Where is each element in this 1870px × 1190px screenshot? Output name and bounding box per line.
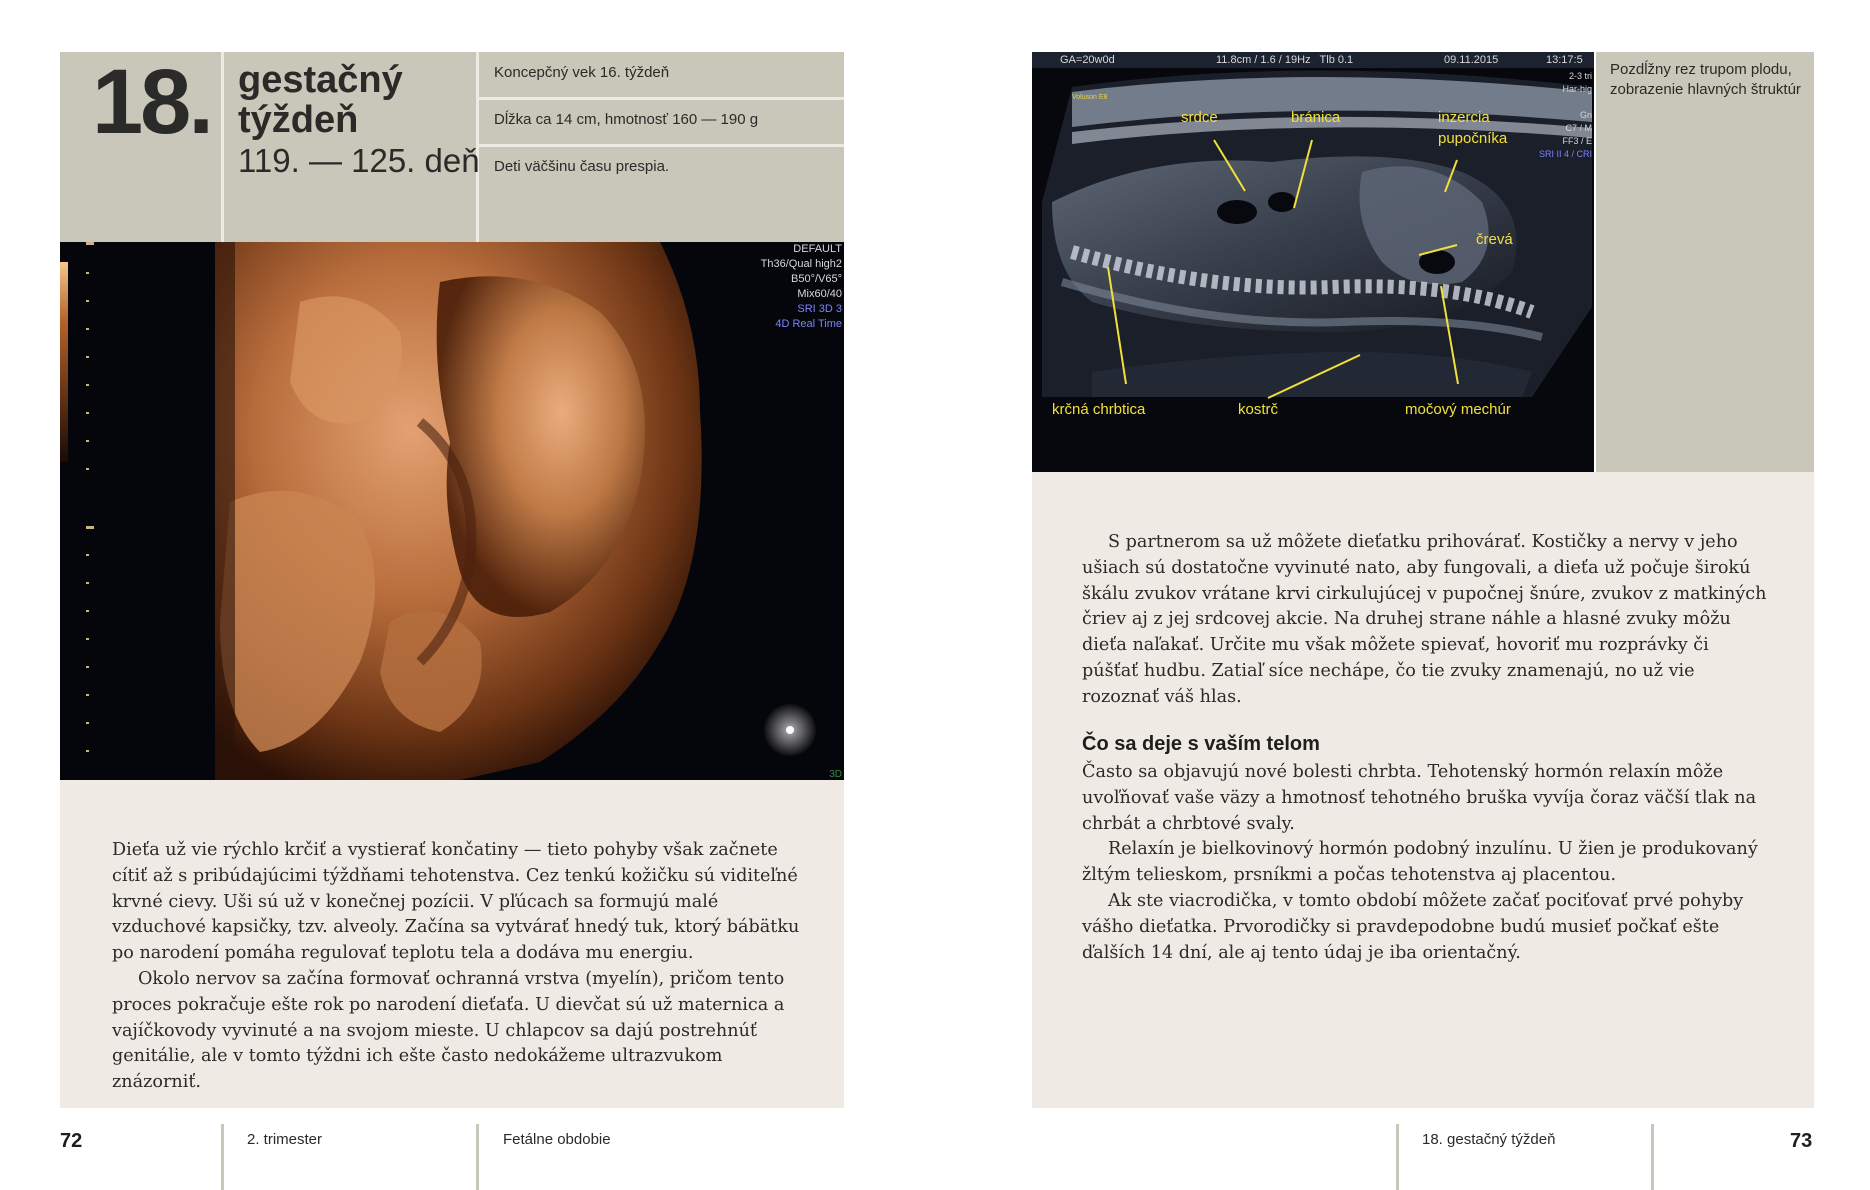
label-kostrc: kostrč [1238,401,1279,418]
right-body-text [1082,760,1770,966]
us-date: 09.11.2015 [1444,54,1499,66]
paragraph: Relaxín je bielkovinový hormón podobný inzulínu. U žien je produkovaný žltým telieskom, prsníkmi a počas tehotenstva aj placentou. [1082,839,1758,886]
header-divider [221,52,224,242]
ultrasound-2d-image [1032,52,1594,472]
page-number-right: 73 [1790,1130,1813,1152]
label-krcna-chrbtica: krčná chrbtica [1052,401,1146,418]
fact-sleep: Deti väčšinu času prespia. [494,158,670,175]
image-caption: Pozdĺžny rez trupom plodu, zobrazenie hlavných štruktúr [1610,61,1801,98]
label-creva: črevá [1476,231,1513,248]
us-side-info [1539,70,1592,161]
ultrasound-3d-image [60,242,844,780]
week-title [238,60,403,140]
footer-chapter: Fetálne obdobie [503,1131,611,1148]
us-side-line: FF3 / E [1562,136,1592,146]
page-number-left: 72 [60,1130,83,1152]
footer-divider [476,1124,479,1190]
label-inzercia: inzercia [1438,109,1490,126]
us-side-line: 2-3 tri [1568,71,1592,81]
us-setting: 4D Real Time [775,318,842,330]
us-setting: Mix60/40 [797,288,842,300]
us-brand: Voluson E8 [1072,94,1108,101]
footer-divider [221,1124,224,1190]
us-ga: GA=20w0d [1060,54,1115,66]
ultrasound-settings [761,242,842,332]
footer-divider [1651,1124,1654,1190]
us-setting: SRI 3D 3 [797,303,842,315]
us-side-line: SRI II 4 / CRI [1538,149,1592,159]
fact-divider [479,144,844,147]
label-pupocnika: pupočníka [1438,130,1508,147]
fact-conception-age: Koncepčný vek 16. týždeň [494,64,670,81]
us-setting: Th36/Qual high2 [760,258,842,270]
us-setting: DEFAULT [793,243,842,255]
footer-divider [1396,1124,1399,1190]
paragraph: Ak ste viacrodička, v tomto období môžete začať pociťovať prvé pohyby vášho dieťatka. Prvorodičky si pravdepodobne budú musieť počkať ešte ďalších 14 dní, ale aj tento údaj je iba orientačný. [1082,890,1744,963]
us-side-line: Har-hig [1562,84,1592,94]
us-setting: B50°/V65° [791,273,842,285]
fact-size-weight: Dĺžka ca 14 cm, hmotnosť 160 — 190 g [494,111,759,128]
label-mocovy-mechur: močový mechúr [1405,401,1511,418]
week-number: 18. [92,51,211,153]
paragraph: Okolo nervov sa začína formovať ochranná vrstva (myelín), pričom tento proces pokračuje ešte rok po narodení dieťaťa. U dievčat sú už maternica a vajíčkovody vyvinuté a na svojom mieste. U chlapcov sa dajú postrehnúť genitálie, ale v tomto týždni ich ešte často nedokážeme ultrazvukom znázorniť. [112,968,785,1093]
week-title-line1: gestačný [238,59,403,101]
footer-week: 18. gestačný týždeň [1422,1131,1556,1148]
paragraph: S partnerom sa už môžete dieťatku prihovárať. Kostičky a nervy v jeho ušiach sú dostatočne vyvinuté nato, aby fungovali, a dieťa už počuje širokú škálu zvukov vrátane krvi cirkulujúcej v pupočnej šnúre, zvukov z matkiných čriev aj z jej srdcovej akcie. Na druhej strane náhle a hlasné zvuky môžu dieťa naľakať. Určite mu však môžete spievať, hovoriť mu rozprávky či púšťať hudbu. Zatiaľ síce nechápe, čo tie zvuky znamenajú, no už vie rozoznať váš hlas. [1082,532,1767,707]
ultrasound-2d-scan [1032,52,1594,472]
us-time: 13:17:5 [1546,54,1583,66]
footer-section: 2. trimester [247,1131,323,1148]
ultrasound-3d-tag: 3D [829,769,842,780]
caption-box [1596,52,1814,472]
fact-divider [479,97,844,100]
us-side-line: Gn [1579,110,1592,120]
week-title-line2: týždeň [238,99,359,141]
right-intro-text [1082,530,1770,711]
paragraph: Dieťa už vie rýchlo krčiť a vystierať končatiny — tieto pohyby však začnete cítiť až s pribúdajúcimi týždňami tehotenstva. Cez tenkú kožičku sú viditeľné krvné cievy. Uši sú už v konečnej pozícii. V pľúcach sa formujú malé vzduchové kapsičky, tzv. alveoly. Začína sa vytvárať hnedý tuk, ktorý bábätku po narodení pomáha regulovať teplotu tela a dodáva mu energiu. [112,840,800,964]
week-days: 119. — 125. deň [238,142,480,179]
us-side-line: C7 / M [1565,123,1592,133]
us-params: 11.8cm / 1.6 / 19Hz Tlb 0.1 [1216,54,1354,66]
ultrasound-3d-render [60,242,844,780]
section-heading: Čo sa deje s vaším telom [1082,733,1320,755]
left-body-text [112,838,800,1096]
label-srdce: srdce [1181,109,1218,126]
label-branica: bránica [1291,109,1341,126]
paragraph: Často sa objavujú nové bolesti chrbta. Tehotenský hormón relaxín môže uvoľňovať vaše väzy a hmotnosť tehotného bruška vyvíja čoraz väčší tlak na chrbát a chrbtové svaly. [1082,762,1757,834]
